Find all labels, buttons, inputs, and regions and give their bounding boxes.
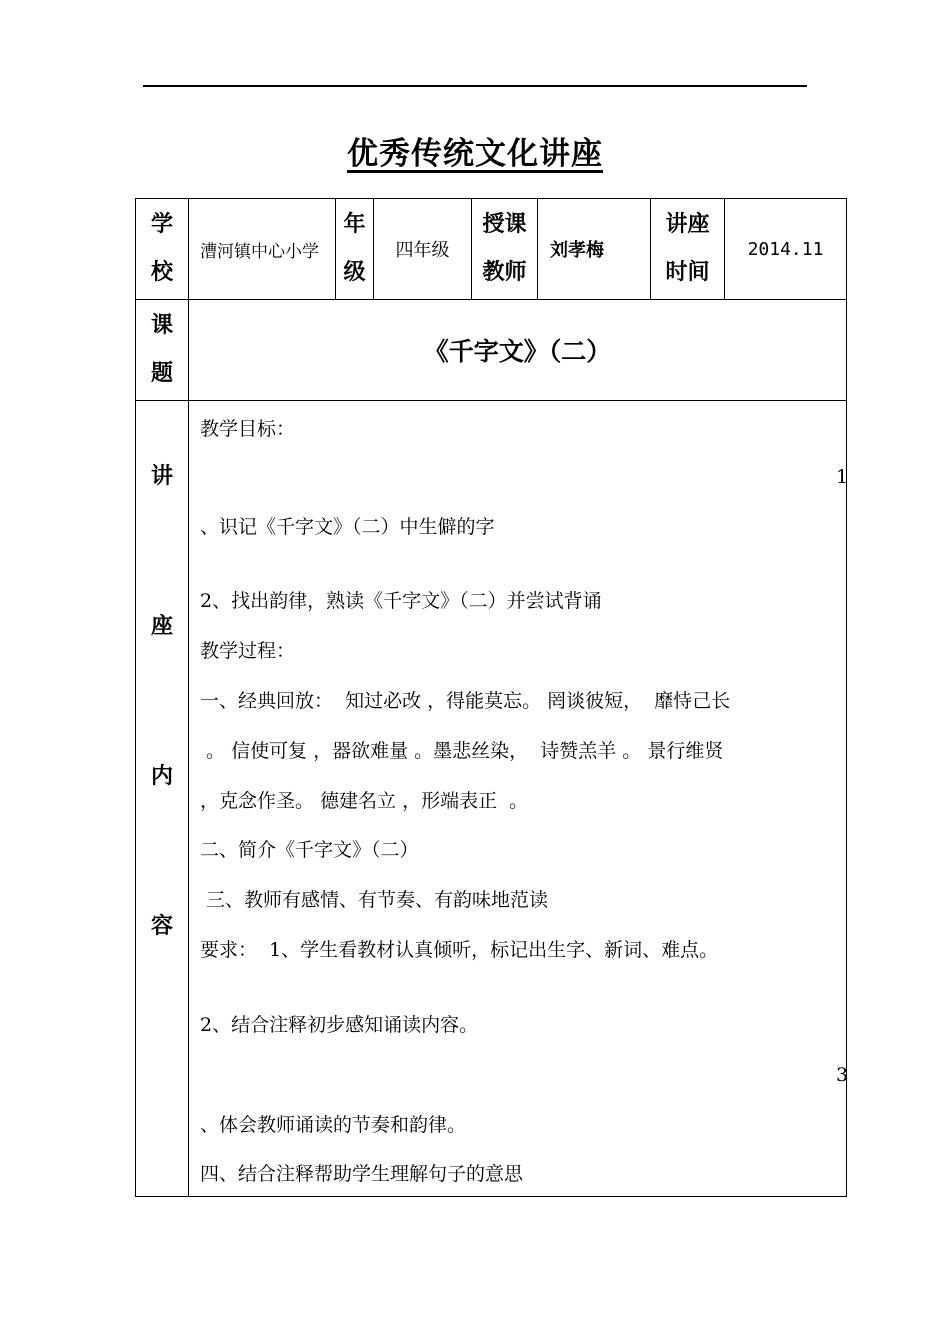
content-label-char-3: 内 [150, 764, 173, 789]
teacher-label-line-1: 授课 [482, 212, 527, 237]
time-value: 2014.11 [725, 199, 847, 300]
school-value: 漕河镇中心小学 [189, 199, 336, 300]
school-label-line-1: 学 [150, 212, 173, 237]
topic-label-cell [136, 300, 189, 401]
content-line-5: 一、经典回放： 知过必改 ，得能莫忘。 罔谈彼短， 靡恃己长 [200, 690, 731, 712]
grade-label-line-2: 级 [343, 260, 366, 285]
topic-label-line-2: 题 [150, 361, 173, 386]
header-rule [143, 85, 807, 87]
content-label-cell [136, 401, 189, 1197]
content-line-7: ，克念作圣。 德建名立 ，形端表正 。 [200, 790, 529, 812]
list-number-marker-3: 3 [836, 1064, 849, 1086]
content-line-4: 教学过程： [200, 640, 296, 662]
lecture-table [135, 198, 847, 1197]
content-line-2: 、识记《千字文》（二）中生僻的字 [200, 516, 495, 538]
content-line-10: 要求： 1、学生看教材认真倾听，标记出生字、新词、难点。 [200, 939, 719, 961]
teacher-label-cell [472, 199, 538, 300]
grade-value: 四年级 [374, 199, 472, 300]
school-label-line-2: 校 [150, 260, 173, 285]
content-label-char-1: 讲 [150, 464, 173, 489]
content-line-12: 、体会教师诵读的节奏和韵律。 [200, 1114, 467, 1136]
content-line-13: 四、结合注释帮助学生理解句子的意思 [200, 1163, 524, 1185]
content-line-8: 二、简介《千字文》（二） [200, 839, 419, 861]
content-line-3: 2、找出韵律，熟读《千字文》（二）并尝试背诵 [200, 590, 602, 612]
content-line-11: 2、结合注释初步感知诵读内容。 [200, 1014, 479, 1036]
content-row [136, 401, 847, 1197]
content-line-9: 三、教师有感情、有节奏、有韵味地范读 [200, 889, 549, 911]
list-number-marker-1: 1 [836, 466, 849, 488]
document-title: 优秀传统文化讲座 [347, 136, 603, 172]
time-label-line-1: 讲座 [665, 212, 710, 237]
grade-label-cell [336, 199, 374, 300]
teacher-value: 刘孝梅 [538, 199, 651, 300]
time-label-cell [651, 199, 725, 300]
content-line-1: 教学目标： [200, 418, 296, 440]
school-label-cell [136, 199, 189, 300]
topic-row [136, 300, 847, 401]
grade-label-line-1: 年 [343, 212, 366, 237]
content-body [189, 401, 847, 1197]
info-row [136, 199, 847, 300]
time-label-line-2: 时间 [665, 260, 710, 285]
content-line-6: 。 信使可复 ，器欲难量 。墨悲丝染， 诗赞羔羊 。 景行维贤 [200, 740, 724, 762]
teacher-label-line-2: 教师 [482, 260, 527, 285]
content-label-char-2: 座 [150, 614, 173, 639]
topic-label-line-1: 课 [150, 313, 173, 338]
topic-value: 《千字文》（二） [189, 300, 847, 401]
content-label-char-4: 容 [150, 914, 173, 939]
